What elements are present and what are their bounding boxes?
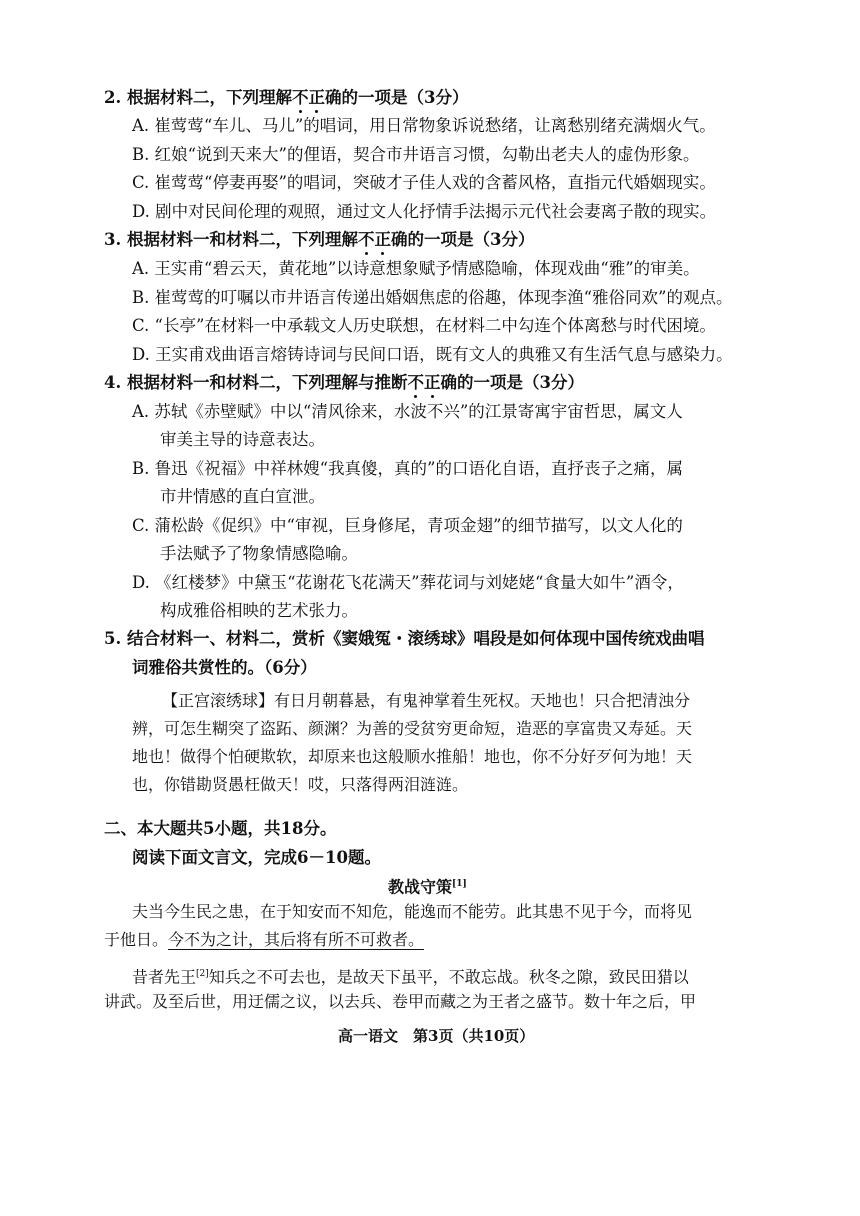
q2-option-d: D. 剧中对民间伦理的观照，通过文人化抒情手法揭示元代社会妻离子散的现实。 xyxy=(132,202,717,221)
q4-option-a-line2: 审美主导的诗意表达。 xyxy=(160,430,325,449)
q5-lyric-line2: 辨，可怎生糊突了盗跖、颜渊？为善的受贫穷更命短，造恶的享富贵又寿延。天 xyxy=(132,719,693,738)
q4-option-b-line2: 市井情感的直白宣泄。 xyxy=(160,487,325,506)
passage-title-text: 教战守策 xyxy=(388,877,453,897)
q3-stem xyxy=(104,229,534,251)
q2-option-b: B. 红娘“说到天来大”的俚语，契合市井语言习惯，勾勒出老夫人的虚伪形象。 xyxy=(132,145,700,164)
q4-option-d-line1: D. 《红楼梦》中黛玉“花谢花飞花满天”葬花词与刘姥姥“食量大如牛”酒令， xyxy=(132,573,684,592)
q4-stem-a: 4. 根据材料一和材料二，下列理解与推断 xyxy=(104,373,408,392)
q4-option-b-line1: B. 鲁迅《祝福》中祥林嫂“我真傻，真的”的口语化自语，直抒丧子之痛，属 xyxy=(132,459,683,478)
q3-stem-b: 确的一项是（3分） xyxy=(390,230,535,249)
q3-option-a: A. 王实甫“碧云天，黄花地”以诗意想象赋予情感隐喻，体现戏曲“雅”的审美。 xyxy=(132,259,700,278)
q4-stem-emphasis-2: 正 xyxy=(423,373,441,392)
q3-option-d: D. 王实甫戏曲语言熔铸诗词与民间口语，既有文人的典雅又有生活气息与感染力。 xyxy=(132,345,733,364)
q5-lyric-line3: 地也！做得个怕硬欺软，却原来也这般顺水推船！地也，你不分好歹何为地！天 xyxy=(132,747,693,766)
q2-option-c: C. 崔莺莺“停妻再娶”的唱词，突破才子佳人戏的含蓄风格，直指元代婚姻现实。 xyxy=(132,173,716,192)
passage-p1-line1: 夫当今生民之患，在于知安而不知危，能逸而不能劳。此其患不见于今，而将见 xyxy=(132,902,693,921)
passage-p2-line1-a: 昔者先王 xyxy=(132,967,197,987)
passage-p2-line2: 讲武。及至后世，用迂儒之议，以去兵、卷甲而藏之为王者之盛节。数十年之后，甲 xyxy=(104,992,697,1011)
passage-title-footnote: [1] xyxy=(452,879,467,889)
passage-underlined-sentence: 今不为之计，其后将有所不可救者。 xyxy=(168,930,425,949)
q3-stem-a: 3. 根据材料一和材料二，下列理解 xyxy=(104,230,358,249)
section2-instruction: 阅读下面文言文，完成6－10题。 xyxy=(132,848,381,867)
page-footer: 高一语文 第3页（共10页） xyxy=(338,1027,535,1045)
q4-option-c-line2: 手法赋予了物象情感隐喻。 xyxy=(160,544,358,563)
q2-stem-emphasis-2: 正 xyxy=(308,88,325,107)
q5-lyric-line1: 【正宫滚绣球】有日月朝暮悬，有鬼神掌着生死权。天地也！只合把清浊分 xyxy=(162,691,691,710)
q2-stem-emphasis-1: 不 xyxy=(291,88,309,107)
passage-p1-line2 xyxy=(104,929,424,951)
q4-stem-emphasis-1: 不 xyxy=(407,373,424,392)
q4-option-d-line2: 构成雅俗相映的艺术张力。 xyxy=(160,601,358,620)
q3-stem-emphasis-1: 不 xyxy=(357,230,375,249)
q5-stem-line1: 5. 结合材料一、材料二，赏析《窦娥冤・滚绣球》唱段是如何体现中国传统戏曲唱 xyxy=(104,629,705,648)
passage-p2-line1-b: 知兵之不可去也，是故天下虽平，不敢忘战。秋冬之隙，致民田猎以 xyxy=(208,967,689,987)
q2-option-a: A. 崔莺莺“车儿、马儿”的唱词，用日常物象诉说愁绪，让离愁别绪充满烟火气。 xyxy=(132,116,716,135)
q4-stem-b: 确的一项是（3分） xyxy=(440,373,584,392)
q2-stem-a: 2. 根据材料二，下列理解 xyxy=(104,88,292,107)
passage-title xyxy=(388,873,467,898)
passage-p2-line1 xyxy=(132,963,689,988)
q2-stem xyxy=(104,87,468,109)
q4-option-a-line1: A. 苏轼《赤壁赋》中以“清风徐来，水波不兴”的江景寄寓宇宙哲思，属文人 xyxy=(132,402,683,421)
q4-option-c-line1: C. 蒲松龄《促织》中“审视，巨身修尾，青项金翅”的细节描写，以文人化的 xyxy=(132,516,683,535)
passage-p2-footnote: [2] xyxy=(196,969,209,979)
q2-stem-b: 确的一项是（3分） xyxy=(324,88,469,107)
q5-stem-line2: 词雅俗共赏性的。（6分） xyxy=(132,658,317,677)
q5-lyric-line4: 也，你错勘贤愚枉做天！哎，只落得两泪涟涟。 xyxy=(132,775,469,794)
section2-heading: 二、本大题共5小题，共18分。 xyxy=(104,819,337,838)
q4-stem xyxy=(104,372,584,394)
passage-p1-line2-a: 于他日。 xyxy=(104,930,169,949)
q3-option-c: C. “长亭”在材料一中承载文人历史联想，在材料二中勾连个体离愁与时代困境。 xyxy=(132,316,716,335)
q3-stem-emphasis-2: 正 xyxy=(374,230,391,249)
q3-option-b: B. 崔莺莺的叮嘱以市井语言传递出婚姻焦虑的俗趣，体现李渔“雅俗同欢”的观点。 xyxy=(132,288,733,307)
